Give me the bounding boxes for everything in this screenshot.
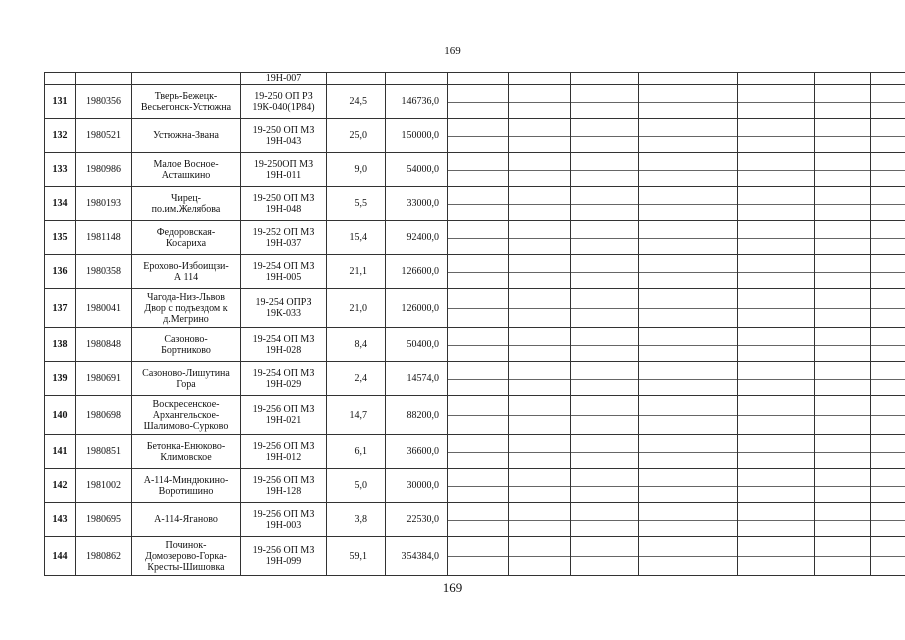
road-id: 1980356 [76, 85, 132, 119]
road-name: А-114-Миндюкино- Воротишино [132, 469, 241, 503]
table-row [45, 153, 905, 187]
table-row [45, 221, 905, 255]
road-cost: 146736,0 [386, 85, 448, 119]
road-cost: 354384,0 [386, 537, 448, 576]
empty-cell [509, 255, 571, 289]
road-name: Ерохово-Избоищзи- А 114 [132, 255, 241, 289]
empty-cell [815, 435, 871, 469]
empty-cell [448, 362, 509, 396]
road-id: 1980193 [76, 187, 132, 221]
empty-cell [815, 85, 871, 119]
empty-cell [871, 85, 905, 119]
empty-cell [871, 187, 905, 221]
empty-cell [815, 503, 871, 537]
empty-cell [509, 537, 571, 576]
continuation-code: 19Н-007 [241, 73, 327, 85]
empty-cell [815, 153, 871, 187]
road-length: 24,5 [327, 85, 386, 119]
road-length: 9,0 [327, 153, 386, 187]
empty-cell [509, 469, 571, 503]
road-code: 19-252 ОП МЗ 19Н-037 [241, 221, 327, 255]
table-row [45, 85, 905, 119]
empty-cell [815, 221, 871, 255]
road-id: 1980521 [76, 119, 132, 153]
road-id: 1980358 [76, 255, 132, 289]
road-length: 14,7 [327, 396, 386, 435]
road-id: 1980698 [76, 396, 132, 435]
empty-cell [571, 221, 639, 255]
table-row [45, 435, 905, 469]
empty-cell [448, 153, 509, 187]
road-id: 1980862 [76, 537, 132, 576]
empty-cell [571, 328, 639, 362]
road-length: 2,4 [327, 362, 386, 396]
empty-cell [509, 187, 571, 221]
row-number: 137 [45, 289, 76, 328]
empty-cell [639, 153, 738, 187]
empty-cell [639, 221, 738, 255]
empty-cell [571, 187, 639, 221]
road-name: Чирец- по.им.Желябова [132, 187, 241, 221]
empty-cell [448, 537, 509, 576]
empty-cell [738, 328, 815, 362]
empty-cell [738, 362, 815, 396]
road-code: 19-256 ОП МЗ 19Н-099 [241, 537, 327, 576]
road-id: 1981002 [76, 469, 132, 503]
table-row [45, 537, 905, 576]
empty-cell [738, 153, 815, 187]
road-name: Малое Восное- Асташкино [132, 153, 241, 187]
row-number: 134 [45, 187, 76, 221]
road-code: 19-256 ОП МЗ 19Н-128 [241, 469, 327, 503]
empty-cell [448, 328, 509, 362]
empty-cell [448, 221, 509, 255]
empty-cell [815, 289, 871, 328]
empty-cell [509, 85, 571, 119]
empty-cell [448, 435, 509, 469]
empty-cell [639, 396, 738, 435]
empty-cell [639, 119, 738, 153]
empty-cell [571, 153, 639, 187]
road-length: 6,1 [327, 435, 386, 469]
road-name: Чагода-Низ-Львов Двор с подъездом к д.Мегрино [132, 289, 241, 328]
road-code: 19-256 ОП МЗ 19Н-021 [241, 396, 327, 435]
table-row [45, 255, 905, 289]
page-number-bottom: 169 [442, 580, 463, 595]
empty-cell [509, 435, 571, 469]
road-length: 59,1 [327, 537, 386, 576]
road-id: 1980695 [76, 503, 132, 537]
empty-cell [571, 362, 639, 396]
empty-cell [639, 328, 738, 362]
table-row [45, 396, 905, 435]
row-number: 144 [45, 537, 76, 576]
empty-cell [738, 396, 815, 435]
road-code: 19-254 ОП МЗ 19Н-029 [241, 362, 327, 396]
row-number: 131 [45, 85, 76, 119]
empty-cell [871, 396, 905, 435]
empty-cell [871, 362, 905, 396]
empty-cell [448, 255, 509, 289]
row-number: 143 [45, 503, 76, 537]
empty-cell [871, 255, 905, 289]
road-code: 19-256 ОП МЗ 19Н-003 [241, 503, 327, 537]
road-cost: 33000,0 [386, 187, 448, 221]
road-name: А-114-Яганово [132, 503, 241, 537]
empty-cell [738, 187, 815, 221]
road-cost: 14574,0 [386, 362, 448, 396]
empty-cell [448, 187, 509, 221]
road-name: Бетонка-Енюково- Климовское [132, 435, 241, 469]
empty-cell [571, 255, 639, 289]
empty-cell [509, 119, 571, 153]
empty-cell [815, 396, 871, 435]
road-name: Сазоново- Бортниково [132, 328, 241, 362]
empty-cell [448, 396, 509, 435]
empty-cell [871, 503, 905, 537]
road-code: 19-250 ОП МЗ 19Н-043 [241, 119, 327, 153]
empty-cell [571, 396, 639, 435]
table-row [45, 187, 905, 221]
empty-cell [815, 362, 871, 396]
empty-cell [738, 503, 815, 537]
road-cost: 88200,0 [386, 396, 448, 435]
empty-cell [815, 255, 871, 289]
road-length: 8,4 [327, 328, 386, 362]
empty-cell [815, 469, 871, 503]
row-number: 133 [45, 153, 76, 187]
empty-cell [738, 537, 815, 576]
continuation-row [45, 73, 905, 85]
empty-cell [509, 362, 571, 396]
empty-cell [571, 537, 639, 576]
empty-cell [639, 469, 738, 503]
row-number: 140 [45, 396, 76, 435]
empty-cell [571, 435, 639, 469]
road-name: Починок- Домозерово-Горка- Кресты-Шишовка [132, 537, 241, 576]
empty-cell [448, 469, 509, 503]
road-length: 5,0 [327, 469, 386, 503]
road-length: 5,5 [327, 187, 386, 221]
road-id: 1980851 [76, 435, 132, 469]
road-length: 3,8 [327, 503, 386, 537]
road-name: Воскресенское- Архангельское- Шалимово-Сурково [132, 396, 241, 435]
empty-cell [871, 537, 905, 576]
empty-cell [871, 469, 905, 503]
page-number-top: 169 [444, 45, 461, 57]
empty-cell [571, 503, 639, 537]
road-table [44, 72, 905, 576]
empty-cell [871, 328, 905, 362]
row-number: 138 [45, 328, 76, 362]
road-cost: 50400,0 [386, 328, 448, 362]
road-name: Федоровская- Косариха [132, 221, 241, 255]
empty-cell [448, 289, 509, 328]
empty-cell [639, 435, 738, 469]
road-id: 1980691 [76, 362, 132, 396]
row-number: 136 [45, 255, 76, 289]
empty-cell [509, 396, 571, 435]
road-cost: 36600,0 [386, 435, 448, 469]
empty-cell [815, 537, 871, 576]
road-code: 19-254 ОП МЗ 19Н-028 [241, 328, 327, 362]
empty-cell [738, 119, 815, 153]
road-code: 19-250 ОП РЗ 19К-040(1Р84) [241, 85, 327, 119]
road-id: 1980041 [76, 289, 132, 328]
road-code: 19-254 ОПРЗ 19К-033 [241, 289, 327, 328]
empty-cell [448, 119, 509, 153]
road-length: 15,4 [327, 221, 386, 255]
empty-cell [571, 85, 639, 119]
empty-cell [509, 221, 571, 255]
road-cost: 126600,0 [386, 255, 448, 289]
empty-cell [738, 435, 815, 469]
empty-cell [738, 255, 815, 289]
empty-cell [738, 221, 815, 255]
empty-cell [815, 328, 871, 362]
empty-cell [871, 119, 905, 153]
empty-cell [871, 289, 905, 328]
empty-cell [509, 289, 571, 328]
row-number: 139 [45, 362, 76, 396]
table-row [45, 503, 905, 537]
table-row [45, 328, 905, 362]
empty-cell [639, 187, 738, 221]
row-number: 132 [45, 119, 76, 153]
empty-cell [639, 537, 738, 576]
row-number: 135 [45, 221, 76, 255]
road-code: 19-250 ОП МЗ 19Н-048 [241, 187, 327, 221]
empty-cell [815, 119, 871, 153]
table-row [45, 119, 905, 153]
empty-cell [871, 153, 905, 187]
road-length: 21,0 [327, 289, 386, 328]
road-cost: 92400,0 [386, 221, 448, 255]
road-code: 19-250ОП МЗ 19Н-011 [241, 153, 327, 187]
empty-cell [871, 221, 905, 255]
road-cost: 30000,0 [386, 469, 448, 503]
empty-cell [509, 503, 571, 537]
road-id: 1980986 [76, 153, 132, 187]
empty-cell [571, 469, 639, 503]
table-row [45, 289, 905, 328]
empty-cell [571, 289, 639, 328]
road-cost: 150000,0 [386, 119, 448, 153]
road-cost: 22530,0 [386, 503, 448, 537]
empty-cell [448, 85, 509, 119]
empty-cell [738, 289, 815, 328]
row-number: 141 [45, 435, 76, 469]
empty-cell [639, 255, 738, 289]
empty-cell [815, 187, 871, 221]
empty-cell [639, 289, 738, 328]
empty-cell [509, 153, 571, 187]
empty-cell [448, 503, 509, 537]
road-id: 1981148 [76, 221, 132, 255]
empty-cell [571, 119, 639, 153]
table-row [45, 469, 905, 503]
table-row [45, 362, 905, 396]
empty-cell [509, 328, 571, 362]
row-number: 142 [45, 469, 76, 503]
empty-cell [639, 503, 738, 537]
empty-cell [738, 85, 815, 119]
road-cost: 54000,0 [386, 153, 448, 187]
road-cost: 126000,0 [386, 289, 448, 328]
empty-cell [738, 469, 815, 503]
road-length: 25,0 [327, 119, 386, 153]
empty-cell [871, 435, 905, 469]
road-name: Тверь-Бежецк- Весьегонск-Устюжна [132, 85, 241, 119]
road-code: 19-256 ОП МЗ 19Н-012 [241, 435, 327, 469]
road-name: Сазоново-Лишутина Гора [132, 362, 241, 396]
road-id: 1980848 [76, 328, 132, 362]
road-code: 19-254 ОП МЗ 19Н-005 [241, 255, 327, 289]
empty-cell [639, 85, 738, 119]
empty-cell [639, 362, 738, 396]
road-length: 21,1 [327, 255, 386, 289]
road-name: Устюжна-Звана [132, 119, 241, 153]
